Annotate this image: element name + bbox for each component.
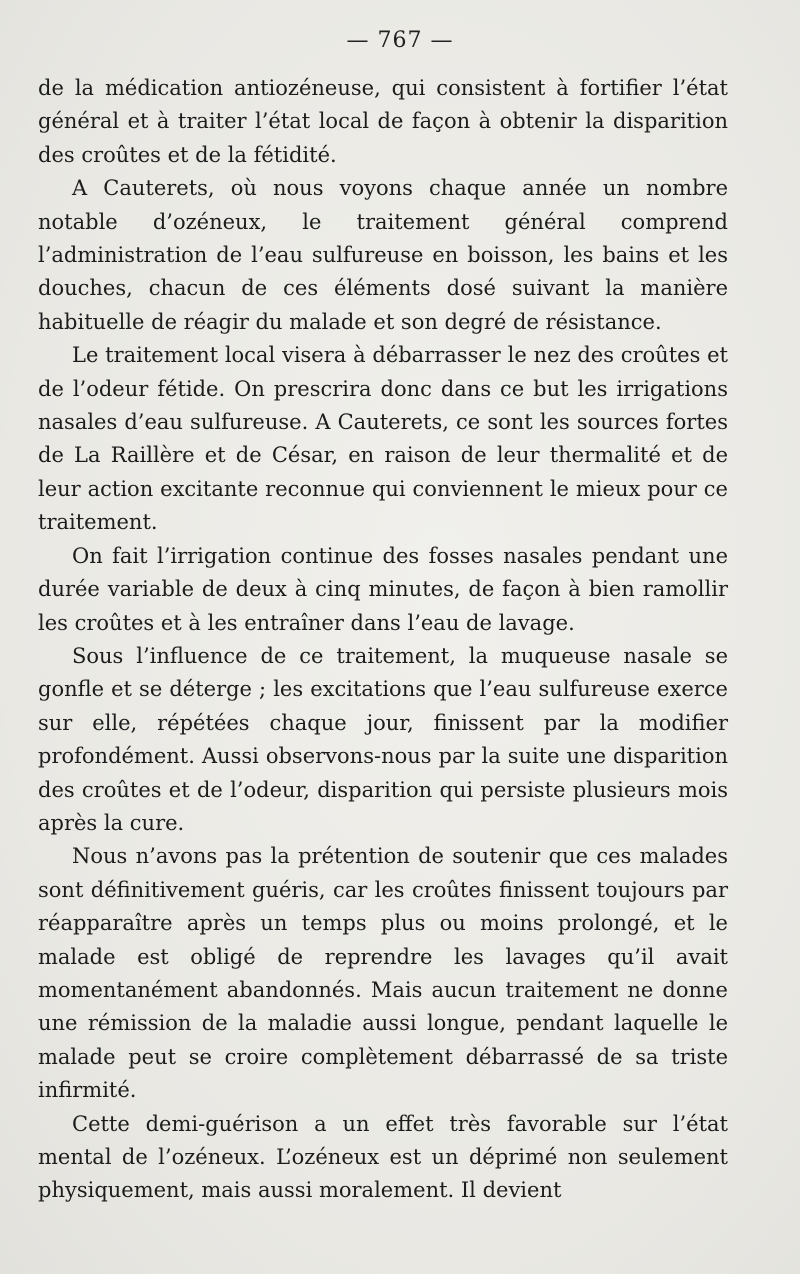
page-number: — 767 — bbox=[346, 28, 454, 53]
paragraph-irrigation: On fait l’irrigation continue des fosses nasales pendant une durée variable de deux à cinq minutes, de façon à bien ramollir les croûtes et à les entraîner dans l’eau de lavage. bbox=[38, 543, 728, 635]
paragraph-general-treatment: A Cauterets, où nous voyons chaque année un nombre notable d’ozéneux, le traitement général comprend l’administration de l’eau sulfureuse en boisson, les bains et les douches, chacun de ces éléments dosé suivant la manière habituelle de réagir du malade et son degré de résistance. bbox=[38, 176, 728, 334]
paragraph-not-cured: Nous n’avons pas la prétention de soutenir que ces malades sont définitivement guéris, car les croûtes finissent toujours par réapparaître après un temps plus ou moins prolongé, et le malade est obligé de reprendre les lavages qu’il avait momentanément abandonnés. Mais aucun traitement ne donne une rémission de la maladie aussi longue, pendant laquelle le malade peut se croire complètement débarrassé de sa triste infirmité. bbox=[38, 844, 728, 1103]
paragraph-influence: Sous l’influence de ce traitement, la muqueuse nasale se gonfle et se déterge ; les excitations que l’eau sulfureuse exerce sur elle, répétées chaque jour, finissent par la modifier profondément. Aussi observons-nous par la suite une disparition des croûtes et de l’odeur, disparition qui persiste plusieurs mois après la cure. bbox=[38, 643, 728, 835]
text-body bbox=[38, 72, 728, 1208]
paragraph-mental-effect: Cette demi-guérison a un effet très favorable sur l’état mental de l’ozéneux. L’ozéneux est un déprimé non seulement physiquement, mais aussi moralement. Il devient bbox=[38, 1111, 728, 1203]
paragraph-continuation: de la médication antiozéneuse, qui consistent à fortifier l’état général et à traiter l’état local de façon à obtenir la disparition des croûtes et de la fétidité. bbox=[38, 76, 728, 167]
paragraph-local-treatment: Le traitement local visera à débarrasser le nez des croûtes et de l’odeur fétide. On prescrira donc dans ce but les irrigations nasales d’eau sulfureuse. A Cauterets, ce sont les sources fortes de La Raillère et de César, en raison de leur thermalité et de leur action excitante reconnue qui conviennent le mieux pour ce traitement. bbox=[38, 343, 728, 535]
